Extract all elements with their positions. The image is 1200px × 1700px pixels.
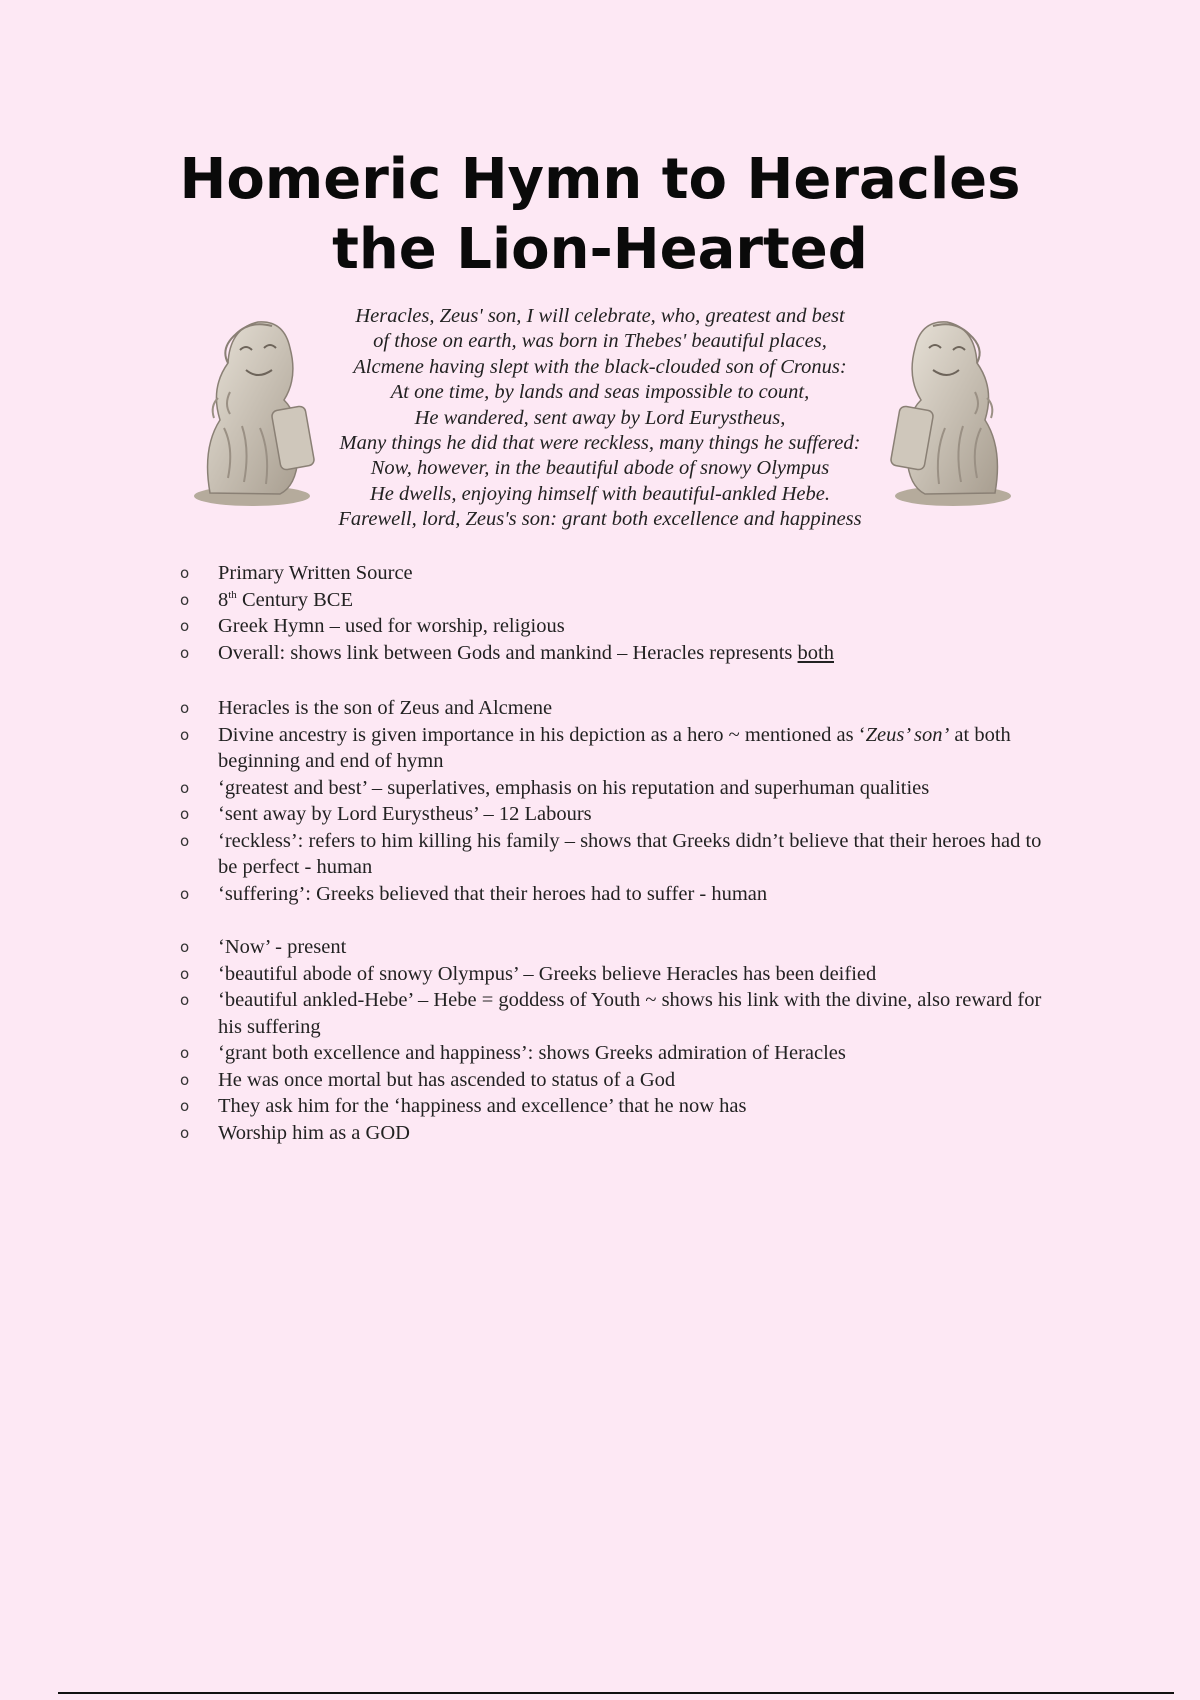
poem-line: Alcmene having slept with the black-clouded son of Cronus: — [353, 355, 847, 378]
ordinal-suffix: th — [228, 588, 237, 601]
list-item: o ‘suffering’: Greeks believed that their heroes had to suffer - human — [180, 881, 1060, 908]
ancestry-rest: at both beginning and end of hymn — [218, 723, 1011, 772]
overall-text: Overall: shows link between Gods and mankind – Heracles represents — [218, 641, 798, 664]
list-item: o Worship him as a GOD — [180, 1120, 1060, 1147]
poem-line: Now, however, in the beautiful abode of snowy Olympus — [370, 457, 830, 480]
list-item: o Greek Hymn – used for worship, religious — [180, 613, 1060, 640]
list-item — [180, 722, 1060, 775]
list-item: o ‘Now’ - present — [180, 934, 1060, 961]
century-number: 8 — [218, 588, 229, 611]
title-line-2: the Lion-Hearted — [332, 217, 868, 282]
list-item: o ‘beautiful ankled-Hebe’ – Hebe = goddess of Youth ~ shows his link with the divine, also reward for his suffering — [180, 987, 1060, 1040]
century-text: Century BCE — [236, 588, 353, 611]
list-item: o Primary Written Source — [180, 560, 1060, 587]
hymn-poem — [300, 304, 900, 533]
list-item: o They ask him for the ‘happiness and excellence’ that he now has — [180, 1093, 1060, 1120]
footer-rule — [58, 1692, 1174, 1694]
lion-statue-icon — [885, 308, 1025, 508]
title-line-1: Homeric Hymn to Heracles — [179, 147, 1021, 212]
page-title — [140, 145, 1060, 285]
poem-line: of those on earth, was born in Thebes' beautiful places, — [373, 330, 827, 353]
italic-quote: Zeus’ son’ — [865, 723, 950, 746]
lion-statue-icon — [180, 308, 320, 508]
list-item: o ‘grant both excellence and happiness’: shows Greeks admiration of Heracles — [180, 1040, 1060, 1067]
notes-list-source — [180, 560, 1060, 666]
poem-line: Farewell, lord, Zeus's son: grant both excellence and happiness — [338, 508, 862, 531]
notes-list-deification — [180, 934, 1060, 1146]
poem-line: Many things he did that were reckless, many things he suffered: — [339, 432, 861, 455]
notes-list-analysis — [180, 695, 1060, 907]
poem-line: He dwells, enjoying himself with beautiful-ankled Hebe. — [369, 482, 831, 505]
poem-line: He wandered, sent away by Lord Eurystheus, — [414, 406, 786, 429]
list-item: o ‘greatest and best’ – superlatives, emphasis on his reputation and superhuman qualities — [180, 775, 1060, 802]
list-item: o ‘sent away by Lord Eurystheus’ – 12 Labours — [180, 801, 1060, 828]
list-item — [180, 640, 1060, 667]
ancestry-text: Divine ancestry is given importance in his depiction as a hero ~ mentioned as ‘ — [218, 723, 866, 746]
list-item: o He was once mortal but has ascended to status of a God — [180, 1067, 1060, 1094]
list-item — [180, 587, 1060, 614]
underlined-word: both — [797, 641, 834, 664]
list-item: o ‘reckless’: refers to him killing his family – shows that Greeks didn’t believe that their heroes had to be perfect - human — [180, 828, 1060, 881]
poem-line: Heracles, Zeus' son, I will celebrate, who, greatest and best — [355, 305, 845, 327]
list-item: o Heracles is the son of Zeus and Alcmene — [180, 695, 1060, 722]
list-item: o ‘beautiful abode of snowy Olympus’ – Greeks believe Heracles has been deified — [180, 961, 1060, 988]
poem-line: At one time, by lands and seas impossible to count, — [390, 381, 810, 404]
